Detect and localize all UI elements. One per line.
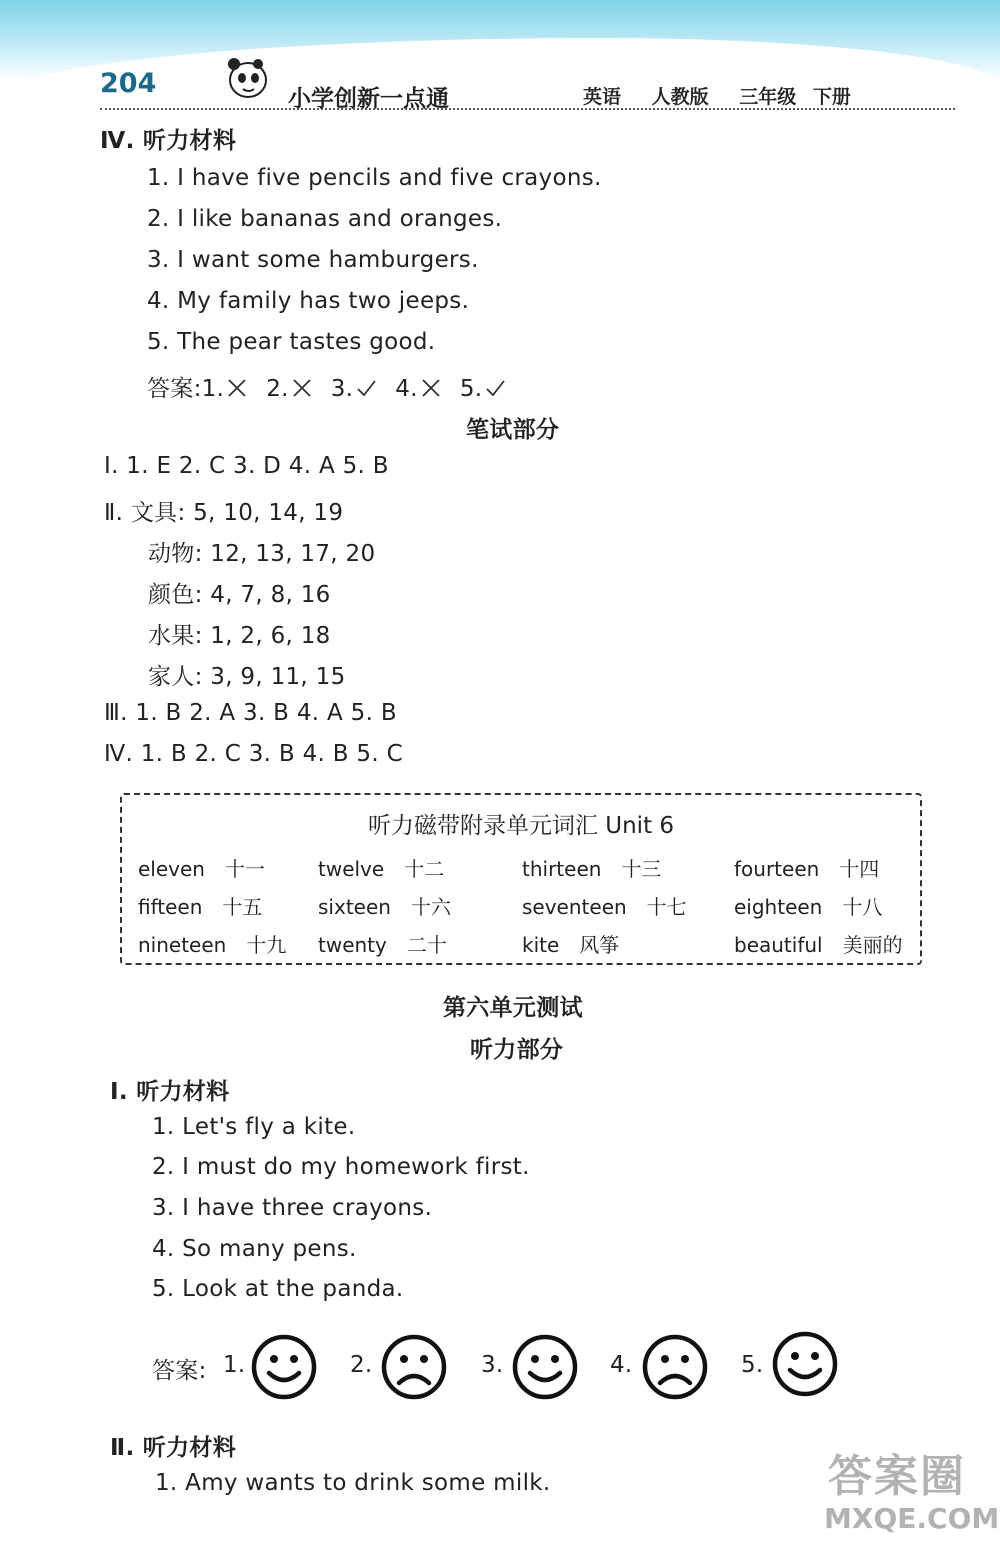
vocab-cn: 十二 <box>404 857 445 881</box>
listening-part-heading: 听力部分 <box>470 1037 564 1063</box>
answer-label: 答案: <box>147 376 202 402</box>
book-title: 小学创新一点通 <box>288 86 449 112</box>
answer-number: 1. <box>223 1352 246 1378</box>
answer-number: 4. <box>395 376 418 402</box>
vocab-word <box>138 853 265 882</box>
written-part-heading: 笔试部分 <box>466 417 560 443</box>
vocab-cn: 十七 <box>646 895 687 919</box>
list-item: 1. Amy wants to drink some milk. <box>155 1470 551 1496</box>
watermark-cn: 答案圈 <box>828 1451 966 1502</box>
cross-icon <box>226 377 248 399</box>
written-q2-line: 家人: 3, 9, 11, 15 <box>148 664 346 690</box>
answer-number: 3. <box>330 376 354 402</box>
written-q2-line: 水果: 1, 2, 6, 18 <box>148 623 331 649</box>
check-icon <box>355 377 377 399</box>
vocab-word <box>522 929 619 958</box>
page-number: 204 <box>100 68 157 99</box>
check-icon <box>484 377 506 399</box>
list-item: 4. So many pens. <box>152 1236 357 1262</box>
list-item: 3. I want some hamburgers. <box>147 247 479 273</box>
vocab-word <box>318 891 451 920</box>
vocab-en: seventeen <box>522 895 627 919</box>
answer-number: 1. <box>201 376 225 402</box>
written-q2-line: Ⅱ. 文具: 5, 10, 14, 19 <box>104 500 344 526</box>
vocab-cn: 十三 <box>621 857 662 881</box>
vocab-word <box>318 853 444 882</box>
written-q2-line: 动物: 12, 13, 17, 20 <box>148 541 376 567</box>
answer-number: 2. <box>266 376 289 402</box>
list-item: 5. The pear tastes good. <box>147 329 436 355</box>
vocab-en: kite <box>522 933 560 957</box>
vocab-en: fifteen <box>138 895 203 919</box>
answer-number: 4. <box>610 1352 633 1378</box>
list-item: 2. I like bananas and oranges. <box>147 206 503 232</box>
vocab-word <box>734 891 882 920</box>
vocab-cn: 十五 <box>222 895 263 919</box>
list-item: 1. I have five pencils and five crayons. <box>147 165 602 191</box>
vocab-word <box>522 853 661 882</box>
vocab-en: fourteen <box>734 857 820 881</box>
cross-icon <box>291 377 313 399</box>
vocab-word <box>734 853 879 882</box>
answer-row <box>147 370 524 403</box>
vocab-word <box>138 929 286 958</box>
written-q3: Ⅲ. 1. B 2. A 3. B 4. A 5. B <box>104 700 397 726</box>
answer-label: 答案: <box>152 1358 207 1384</box>
written-q1: Ⅰ. 1. E 2. C 3. D 4. A 5. B <box>104 453 389 479</box>
vocab-cn: 二十 <box>406 933 447 957</box>
smiley-face-icon <box>250 1333 318 1401</box>
list-item: 5. Look at the panda. <box>152 1276 404 1302</box>
vocab-word <box>522 891 687 920</box>
list-item: 3. I have three crayons. <box>152 1195 433 1221</box>
vocab-en: sixteen <box>318 895 391 919</box>
vocab-box <box>120 793 922 965</box>
section-i-heading: Ⅰ. 听力材料 <box>110 1079 230 1105</box>
section-ii-heading: Ⅱ. 听力材料 <box>110 1435 236 1461</box>
smiley-face-icon <box>511 1333 579 1401</box>
panda-mascot-icon <box>218 52 274 102</box>
answer-number: 5. <box>459 376 483 402</box>
watermark-en: MXQE.COM <box>824 1502 1000 1535</box>
written-q2-line: 颜色: 4, 7, 8, 16 <box>148 582 331 608</box>
sad-face-icon <box>380 1333 448 1401</box>
vocab-cn: 十六 <box>410 895 451 919</box>
list-item: 2. I must do my homework first. <box>152 1154 530 1180</box>
vocab-word <box>138 891 262 920</box>
sad-face-icon <box>641 1333 709 1401</box>
vocab-cn: 十八 <box>842 895 883 919</box>
vocab-en: twelve <box>318 857 385 881</box>
watermark-logo <box>818 1440 1000 1540</box>
header-meta <box>583 82 875 109</box>
written-q4: Ⅳ. 1. B 2. C 3. B 4. B 5. C <box>104 741 403 767</box>
vocab-en: eleven <box>138 857 205 881</box>
vocab-en: thirteen <box>522 857 602 881</box>
vocab-en: twenty <box>318 933 387 957</box>
vocab-title: 听力磁带附录单元词汇 Unit 6 <box>367 813 675 839</box>
vocab-cn: 美丽的 <box>842 933 903 957</box>
vocab-cn: 十一 <box>224 857 265 881</box>
vocab-en: nineteen <box>138 933 227 957</box>
header-divider <box>100 108 955 110</box>
answer-number: 5. <box>741 1352 764 1378</box>
vocab-word <box>734 929 903 958</box>
answer-number: 2. <box>350 1352 373 1378</box>
cross-icon <box>420 377 442 399</box>
vocab-en: eighteen <box>734 895 823 919</box>
unit-test-title: 第六单元测试 <box>443 995 583 1021</box>
vocab-cn: 风筝 <box>579 933 620 957</box>
list-item: 1. Let's fly a kite. <box>152 1114 356 1140</box>
volume-label: 下册 <box>812 86 851 108</box>
grade-label: 三年级 <box>739 86 797 108</box>
edition-label: 人教版 <box>651 86 709 108</box>
answer-number: 3. <box>481 1352 504 1378</box>
vocab-cn: 十四 <box>839 857 880 881</box>
vocab-word <box>318 929 447 958</box>
vocab-en: beautiful <box>734 933 823 957</box>
smiley-face-icon <box>771 1330 839 1398</box>
subject-label: 英语 <box>583 86 622 108</box>
list-item: 4. My family has two jeeps. <box>147 288 470 314</box>
vocab-cn: 十九 <box>246 933 287 957</box>
section-iv-heading: Ⅳ. 听力材料 <box>100 128 237 154</box>
